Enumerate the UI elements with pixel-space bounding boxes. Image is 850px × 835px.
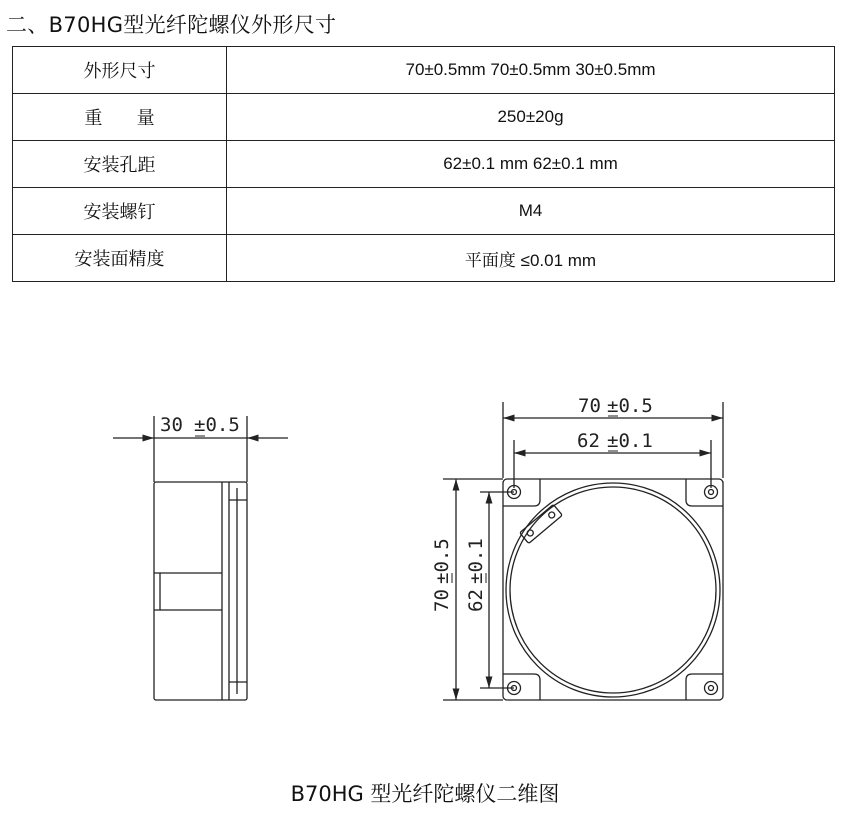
spec-value: 250±20g [227, 94, 835, 141]
side-thickness-dim: 30 [160, 414, 183, 436]
front-width-dim: 70 [578, 395, 601, 417]
spec-label: 安装孔距 [13, 141, 227, 188]
front-hole-width-dim: 62 [577, 430, 600, 452]
spec-value: 平面度 ≤0.01 mm [227, 235, 835, 282]
front-width-tol: ±0.5 [607, 395, 653, 417]
section-title: 二、B70HG型光纤陀螺仪外形尺寸 [6, 13, 337, 37]
side-thickness-tol: ±0.5 [194, 414, 240, 436]
spec-label: 外形尺寸 [13, 47, 227, 94]
spec-value: M4 [227, 188, 835, 235]
front-height-dim: 70 [431, 589, 453, 612]
front-hole-height-tol: ±0.1 [465, 538, 487, 584]
spec-label: 安装面精度 [13, 235, 227, 282]
side-view [113, 416, 288, 700]
front-hole-height-dim: 62 [465, 589, 487, 612]
spec-value: 62±0.1 mm 62±0.1 mm [227, 141, 835, 188]
front-hole-width-tol: ±0.1 [607, 430, 653, 452]
figure-caption: B70HG 型光纤陀螺仪二维图 [290, 782, 560, 806]
spec-label: 重 量 [13, 94, 227, 141]
front-height-tol: ±0.5 [431, 538, 453, 584]
spec-label: 安装螺钉 [13, 188, 227, 235]
spec-value: 70±0.5mm 70±0.5mm 30±0.5mm [227, 47, 835, 94]
